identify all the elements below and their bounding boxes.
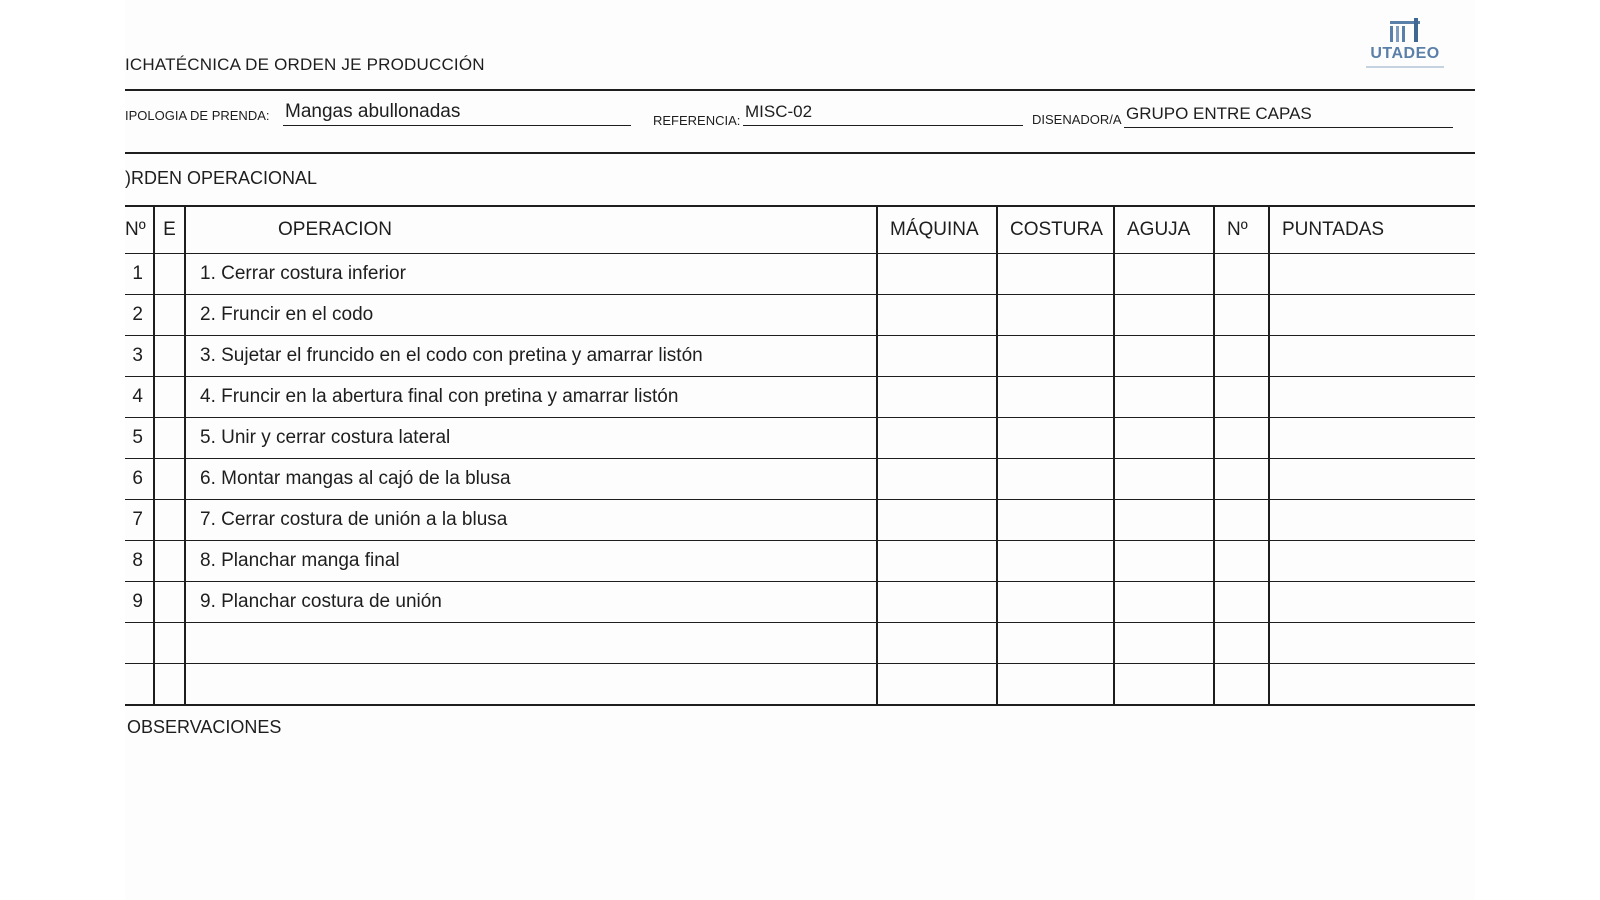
- cell-maquina[interactable]: [877, 336, 997, 377]
- logo-mark-icon: [1388, 18, 1422, 44]
- cell-costura[interactable]: [997, 459, 1114, 500]
- cell-e[interactable]: [154, 500, 185, 541]
- referencia-label: REFERENCIA:: [653, 113, 741, 128]
- disenador-field[interactable]: GRUPO ENTRE CAPAS: [1124, 103, 1453, 128]
- cell-aguja[interactable]: [1114, 336, 1214, 377]
- cell-no: 9: [125, 582, 154, 623]
- cell-operacion: 2. Fruncir en el codo: [185, 295, 877, 336]
- cell-num[interactable]: [1214, 623, 1269, 664]
- disenador-label: DISENADOR/A: [1032, 112, 1122, 127]
- cell-num[interactable]: [1214, 500, 1269, 541]
- cell-costura[interactable]: [997, 377, 1114, 418]
- cell-aguja[interactable]: [1114, 500, 1214, 541]
- table-row: [125, 336, 1475, 377]
- cell-e[interactable]: [154, 377, 185, 418]
- cell-num[interactable]: [1214, 582, 1269, 623]
- cell-num[interactable]: [1214, 377, 1269, 418]
- cell-aguja[interactable]: [1114, 541, 1214, 582]
- cell-operacion[interactable]: [185, 664, 877, 706]
- cell-costura[interactable]: [997, 582, 1114, 623]
- cell-operacion: 5. Unir y cerrar costura lateral: [185, 418, 877, 459]
- cell-e[interactable]: [154, 623, 185, 664]
- cell-e[interactable]: [154, 336, 185, 377]
- table-row: [125, 459, 1475, 500]
- cell-costura[interactable]: [997, 623, 1114, 664]
- col-header-maquina: MÁQUINA: [877, 206, 997, 254]
- cell-operacion: 7. Cerrar costura de unión a la blusa: [185, 500, 877, 541]
- cell-e[interactable]: [154, 418, 185, 459]
- cell-maquina[interactable]: [877, 623, 997, 664]
- cell-num[interactable]: [1214, 336, 1269, 377]
- table-row: [125, 295, 1475, 336]
- cell-no[interactable]: [125, 623, 154, 664]
- col-header-e: E: [154, 206, 185, 254]
- cell-num[interactable]: [1214, 418, 1269, 459]
- col-header-num: Nº: [1214, 206, 1269, 254]
- cell-puntadas[interactable]: [1269, 541, 1475, 582]
- cell-operacion: 8. Planchar manga final: [185, 541, 877, 582]
- cell-aguja[interactable]: [1114, 254, 1214, 295]
- cell-num[interactable]: [1214, 541, 1269, 582]
- cell-e[interactable]: [154, 459, 185, 500]
- table-header-row: [125, 206, 1475, 254]
- table-row: [125, 500, 1475, 541]
- observaciones-title: OBSERVACIONES: [127, 717, 282, 737]
- cell-no: 6: [125, 459, 154, 500]
- col-header-operacion: OPERACION: [185, 206, 877, 254]
- cell-puntadas[interactable]: [1269, 254, 1475, 295]
- cell-num[interactable]: [1214, 254, 1269, 295]
- cell-puntadas[interactable]: [1269, 623, 1475, 664]
- cell-aguja[interactable]: [1114, 418, 1214, 459]
- table-row: [125, 254, 1475, 295]
- header-rule: [125, 89, 1475, 91]
- operations-table: [125, 205, 1475, 706]
- cell-operacion: 9. Planchar costura de unión: [185, 582, 877, 623]
- tipologia-label: IPOLOGIA DE PRENDA:: [125, 108, 270, 123]
- cell-e[interactable]: [154, 664, 185, 706]
- cell-costura[interactable]: [997, 500, 1114, 541]
- logo-text: UTADEO: [1370, 45, 1440, 62]
- cell-no: 4: [125, 377, 154, 418]
- cell-no: 3: [125, 336, 154, 377]
- cell-maquina[interactable]: [877, 254, 997, 295]
- cell-num[interactable]: [1214, 664, 1269, 706]
- cell-maquina[interactable]: [877, 459, 997, 500]
- cell-puntadas[interactable]: [1269, 295, 1475, 336]
- cell-e[interactable]: [154, 582, 185, 623]
- cell-costura[interactable]: [997, 541, 1114, 582]
- cell-e[interactable]: [154, 254, 185, 295]
- cell-aguja[interactable]: [1114, 377, 1214, 418]
- cell-num[interactable]: [1214, 295, 1269, 336]
- col-header-costura: COSTURA: [997, 206, 1114, 254]
- cell-puntadas[interactable]: [1269, 582, 1475, 623]
- table-row: [125, 541, 1475, 582]
- cell-puntadas[interactable]: [1269, 377, 1475, 418]
- referencia-field[interactable]: MISC-02: [743, 101, 1023, 126]
- cell-maquina[interactable]: [877, 664, 997, 706]
- cell-maquina[interactable]: [877, 418, 997, 459]
- cell-e[interactable]: [154, 541, 185, 582]
- cell-operacion: 4. Fruncir en la abertura final con pretina y amarrar listón: [185, 377, 877, 418]
- cell-num[interactable]: [1214, 459, 1269, 500]
- cell-puntadas[interactable]: [1269, 459, 1475, 500]
- table-row: [125, 377, 1475, 418]
- cell-maquina[interactable]: [877, 582, 997, 623]
- cell-maquina[interactable]: [877, 295, 997, 336]
- cell-costura[interactable]: [997, 418, 1114, 459]
- cell-e[interactable]: [154, 295, 185, 336]
- cell-no: 1: [125, 254, 154, 295]
- cell-puntadas[interactable]: [1269, 500, 1475, 541]
- section-title: )RDEN OPERACIONAL: [125, 168, 318, 188]
- cell-puntadas[interactable]: [1269, 418, 1475, 459]
- table-row: [125, 623, 1475, 664]
- cell-maquina[interactable]: [877, 377, 997, 418]
- cell-operacion: 1. Cerrar costura inferior: [185, 254, 877, 295]
- cell-aguja[interactable]: [1114, 459, 1214, 500]
- col-header-aguja: AGUJA: [1114, 206, 1214, 254]
- col-header-puntadas: PUNTADAS: [1269, 206, 1475, 254]
- document-title: ICHATÉCNICA DE ORDEN JE PRODUCCIÓN: [125, 55, 485, 74]
- cell-costura[interactable]: [997, 664, 1114, 706]
- section-rule: [125, 152, 1475, 154]
- cell-operacion[interactable]: [185, 623, 877, 664]
- tipologia-field[interactable]: Mangas abullonadas: [283, 101, 631, 126]
- cell-no: 8: [125, 541, 154, 582]
- col-header-no: Nº: [125, 206, 154, 254]
- table-row: [125, 664, 1475, 706]
- cell-aguja[interactable]: [1114, 664, 1214, 706]
- cell-operacion: 3. Sujetar el fruncido en el codo con pretina y amarrar listón: [185, 336, 877, 377]
- cell-maquina[interactable]: [877, 541, 997, 582]
- cell-aguja[interactable]: [1114, 295, 1214, 336]
- table-row: [125, 582, 1475, 623]
- logo-tagline: [1366, 66, 1444, 68]
- cell-operacion: 6. Montar mangas al cajó de la blusa: [185, 459, 877, 500]
- cell-maquina[interactable]: [877, 500, 997, 541]
- cell-no: 2: [125, 295, 154, 336]
- cell-aguja[interactable]: [1114, 623, 1214, 664]
- table-row: [125, 418, 1475, 459]
- cell-costura[interactable]: [997, 254, 1114, 295]
- cell-no: 5: [125, 418, 154, 459]
- cell-costura[interactable]: [997, 336, 1114, 377]
- cell-aguja[interactable]: [1114, 582, 1214, 623]
- cell-no[interactable]: [125, 664, 154, 706]
- utadeo-logo: [1362, 18, 1448, 70]
- cell-costura[interactable]: [997, 295, 1114, 336]
- cell-puntadas[interactable]: [1269, 664, 1475, 706]
- cell-puntadas[interactable]: [1269, 336, 1475, 377]
- cell-no: 7: [125, 500, 154, 541]
